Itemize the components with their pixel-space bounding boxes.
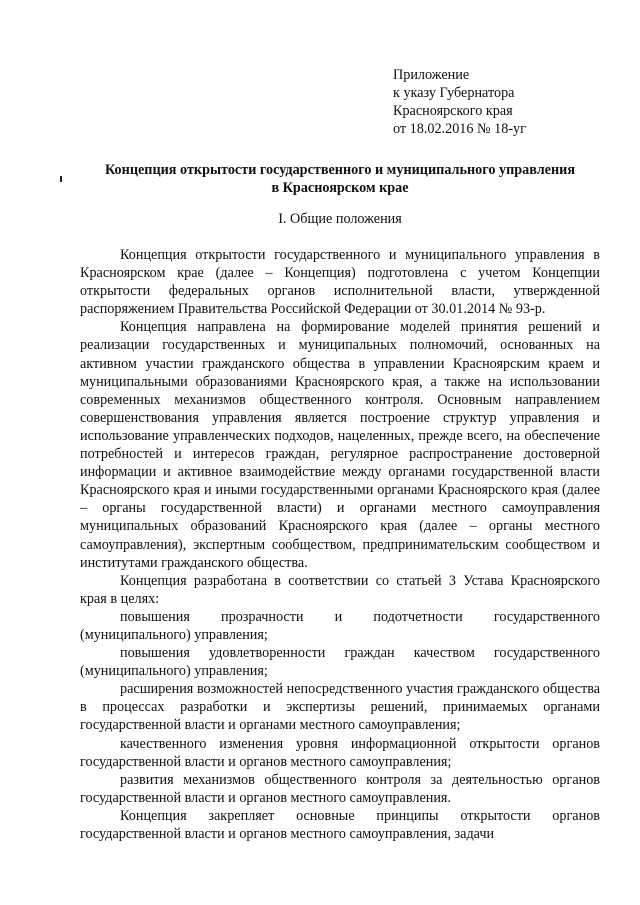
document-body xyxy=(80,246,600,843)
title-line: Концепция открытости государственного и муниципального управления xyxy=(104,162,576,178)
list-item: расширения возможностей непосредственного участия гражданского общества в процессах разработки и экспертизы решений, принимаемых органами государственной власти и органами местного самоуправления; xyxy=(80,681,600,734)
margin-mark xyxy=(60,176,62,182)
title-line: в Красноярском крае xyxy=(271,180,409,196)
appendix-line: Приложение xyxy=(393,67,470,83)
paragraph: Концепция разработана в соответствии со статьей 3 Устава Красноярского края в целях: xyxy=(80,572,600,607)
list-item: повышения прозрачности и подотчетности государственного (муниципального) управления; xyxy=(80,608,600,643)
section-heading: I. Общие положения xyxy=(278,211,402,227)
list-item: развития механизмов общественного контроля за деятельностью органов государственной власти и органов местного самоуправления. xyxy=(80,771,600,806)
paragraph: Концепция открытости государственного и муниципального управления в Красноярском крае (далее – Концепция) подготовлена с учетом Концепции открытости федеральных органов исполнительной власти, утвержденной распоряжением Правительства Российской Федерации от 30.01.2014 № 93-р. xyxy=(80,247,600,318)
document-title xyxy=(80,161,600,197)
paragraph: Концепция закрепляет основные принципы открытости органов государственной власти и органов местного самоуправления, задачи xyxy=(80,807,600,842)
appendix-block xyxy=(393,66,526,138)
paragraph: Концепция направлена на формирование моделей принятия решений и реализации государственных и муниципальных полномочий, основанных на активном участии гражданского общества в управлении Красноярским краем и муниципальными образованиями Красноярского края, а также на использовании современных механизмов общественного контроля. Основным направлением совершенствования управления является построение структур управления и использование управленческих подходов, нацеленных, прежде всего, на обеспечение потребностей и интересов граждан, регулярное распространение достоверной информации и активное взаимодействие между органами государственной власти Красноярского края и иными государственными органами Красноярского края (далее – органы государственной власти) и органами местного самоуправления муниципальных образований Красноярского края (далее – органы местного самоуправления), экспертным сообществом, предпринимательским сообществом и институтами гражданского общества. xyxy=(80,319,600,571)
appendix-line: Красноярского края xyxy=(393,103,513,119)
appendix-line: к указу Губернатора xyxy=(393,85,515,101)
appendix-date-line: от 18.02.2016 № 18-уг xyxy=(393,121,526,137)
list-item: качественного изменения уровня информационной открытости органов государственной власти и органов местного самоуправления; xyxy=(80,735,600,770)
list-item: повышения удовлетворенности граждан качеством государственного (муниципального) управления; xyxy=(80,645,600,680)
